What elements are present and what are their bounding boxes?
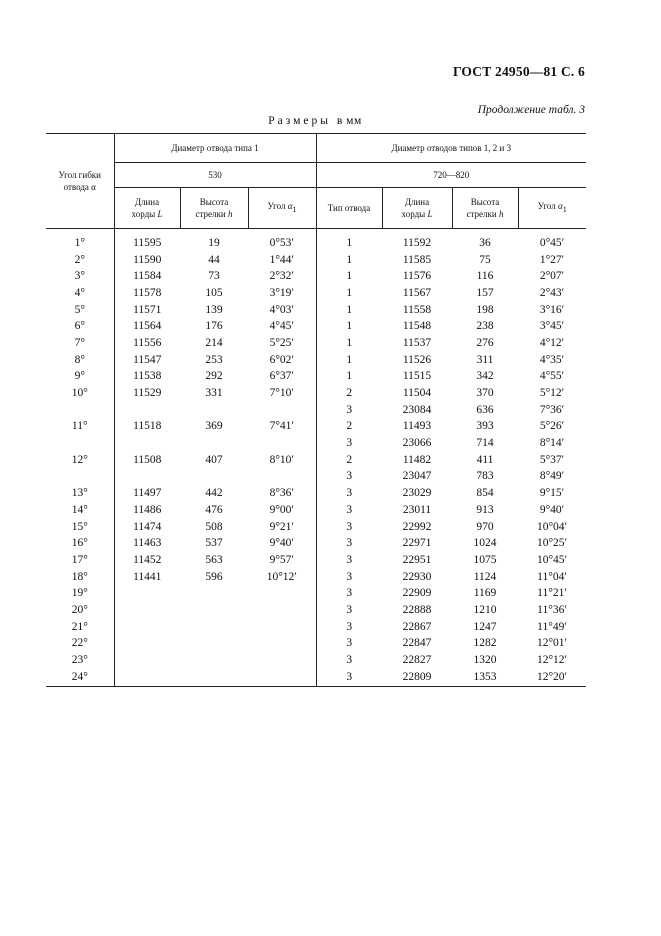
table-row xyxy=(46,502,586,519)
cell-height-1: 176 xyxy=(205,320,223,333)
cell-angle1-2: 8°14′ xyxy=(539,437,565,450)
cell-angle1-1: 6°02′ xyxy=(269,353,294,366)
cell-type: 1 xyxy=(316,285,382,302)
cell-type: 3 xyxy=(316,585,382,602)
cell-angle xyxy=(46,435,114,452)
cell-height-2: 370 xyxy=(476,387,494,400)
cell-height-2: 36 xyxy=(479,236,491,249)
cell-angle: 7° xyxy=(74,336,85,349)
cell-chord-2: 23011 xyxy=(402,503,432,516)
dimensions-unit: в мм xyxy=(336,115,362,127)
cell-chord-2: 23066 xyxy=(402,437,432,450)
cell-chord-2: 23029 xyxy=(402,487,432,500)
cell-chord-2: 22992 xyxy=(402,520,432,533)
dimensions-caption xyxy=(0,115,630,127)
cell-height-2: 1210 xyxy=(473,603,497,616)
cell-angle: 9° xyxy=(74,370,85,383)
cell-chord-2: 11592 xyxy=(402,236,432,249)
cell-angle: 24° xyxy=(46,669,114,686)
cell-height-2: 393 xyxy=(476,420,494,433)
cell-angle: 3° xyxy=(74,270,85,283)
cell-angle xyxy=(46,469,114,486)
table-row xyxy=(46,352,586,369)
cell-height-2: 1247 xyxy=(473,620,497,633)
cell-chord-1: 11547 xyxy=(114,352,180,369)
header-chord-length-1: Длина хорды L xyxy=(114,188,180,229)
cell-angle1-1: 9°57′ xyxy=(269,553,294,566)
cell-angle: 17° xyxy=(71,553,88,566)
cell-chord-2: 22951 xyxy=(402,553,432,566)
cell-height-1 xyxy=(180,469,248,486)
cell-chord-2: 22909 xyxy=(402,587,432,600)
header-group1: Диаметр отвода типа 1 xyxy=(114,134,316,163)
cell-type: 1 xyxy=(316,335,382,352)
cell-type: 3 xyxy=(316,519,382,536)
cell-angle: 10° xyxy=(71,387,88,400)
cell-chord-1: 11486 xyxy=(114,502,180,519)
cell-angle: 22° xyxy=(71,637,88,650)
cell-height-1: 563 xyxy=(205,553,223,566)
cell-angle1-1: 7°41′ xyxy=(269,420,294,433)
cell-height-2: 75 xyxy=(479,253,491,266)
cell-angle1-2: 9°40′ xyxy=(539,503,565,516)
header-group2-diameter: 720—820 xyxy=(316,163,586,188)
table-row xyxy=(46,636,586,653)
table-row xyxy=(46,585,586,602)
cell-type: 1 xyxy=(316,352,382,369)
cell-height-2: 1075 xyxy=(473,553,497,566)
cell-chord-1: 11556 xyxy=(114,335,180,352)
cell-angle1-2: 4°12′ xyxy=(539,336,565,349)
cell-type: 2 xyxy=(316,419,382,436)
cell-height-2: 157 xyxy=(476,286,494,299)
cell-height-2: 970 xyxy=(476,520,494,533)
cell-type: 2 xyxy=(316,385,382,402)
cell-height-1: 508 xyxy=(205,520,223,533)
cell-chord-1: 11538 xyxy=(114,369,180,386)
cell-type: 3 xyxy=(316,485,382,502)
cell-angle1-2: 4°35′ xyxy=(539,353,565,366)
cell-type: 3 xyxy=(316,502,382,519)
cell-angle1-1: 3°19′ xyxy=(269,286,294,299)
cell-chord-1 xyxy=(114,619,180,636)
cell-chord-2: 11493 xyxy=(402,420,432,433)
cell-chord-2: 11576 xyxy=(402,270,432,283)
cell-angle1-2: 12°20′ xyxy=(518,669,586,686)
cell-height-1 xyxy=(180,619,248,636)
header-chord-length-2: Длина хорды L xyxy=(382,188,452,229)
cell-angle1-1: 10°12′ xyxy=(266,570,297,583)
cell-height-2: 411 xyxy=(476,453,494,466)
cell-angle: 11° xyxy=(71,420,88,433)
cell-type: 2 xyxy=(316,452,382,469)
cell-chord-1: 11508 xyxy=(114,452,180,469)
cell-type: 3 xyxy=(316,602,382,619)
cell-chord-2: 23047 xyxy=(402,470,432,483)
cell-height-1: 596 xyxy=(205,570,223,583)
cell-height-2: 1353 xyxy=(452,669,518,686)
header-angle-2: Угол $\alpha_1$ xyxy=(518,188,586,229)
cell-type: 1 xyxy=(316,229,382,252)
document-header: ГОСТ 24950—81 С. 6 xyxy=(452,64,585,79)
cell-angle: 18° xyxy=(71,570,88,583)
cell-chord-1 xyxy=(114,435,180,452)
cell-angle: 12° xyxy=(71,453,88,466)
cell-height-1: 44 xyxy=(208,253,220,266)
cell-type: 3 xyxy=(316,535,382,552)
cell-chord-1 xyxy=(114,636,180,653)
cell-chord-1: 11497 xyxy=(114,485,180,502)
cell-angle1-1 xyxy=(248,585,316,602)
cell-angle1-1: 4°03′ xyxy=(269,303,294,316)
cell-height-1 xyxy=(180,652,248,669)
header-bend-angle: Угол гибки отвода α xyxy=(46,134,114,229)
table-row xyxy=(46,318,586,335)
table-row xyxy=(46,535,586,552)
cell-chord-1 xyxy=(114,652,180,669)
table-row xyxy=(46,519,586,536)
cell-angle1-2: 5°37′ xyxy=(539,453,565,466)
table-row xyxy=(46,419,586,436)
cell-type: 1 xyxy=(316,369,382,386)
cell-type: 1 xyxy=(316,302,382,319)
cell-chord-1 xyxy=(114,602,180,619)
cell-angle1-1 xyxy=(248,602,316,619)
cell-angle1-2: 11°36′ xyxy=(537,603,567,616)
cell-chord-2: 11537 xyxy=(402,336,432,349)
cell-type: 3 xyxy=(316,636,382,653)
cell-chord-2: 11482 xyxy=(402,453,432,466)
cell-chord-2: 11515 xyxy=(402,370,432,383)
cell-height-1: 476 xyxy=(205,503,223,516)
cell-type: 3 xyxy=(316,569,382,586)
cell-chord-1: 11529 xyxy=(114,385,180,402)
cell-angle1-1: 0°53′ xyxy=(269,236,294,249)
cell-chord-1: 11571 xyxy=(114,302,180,319)
cell-height-1: 369 xyxy=(205,420,223,433)
cell-angle: 6° xyxy=(74,320,85,333)
table-row xyxy=(46,335,586,352)
cell-type: 1 xyxy=(316,268,382,285)
cell-angle1-2: 10°04′ xyxy=(536,520,568,533)
cell-angle1-1: 1°44′ xyxy=(269,253,294,266)
cell-type: 3 xyxy=(316,552,382,569)
cell-angle: 23° xyxy=(71,654,88,667)
cell-chord-2: 22809 xyxy=(382,669,452,686)
cell-angle1-1 xyxy=(248,435,316,452)
cell-height-1: 19 xyxy=(208,236,220,249)
cell-angle1-2: 11°21′ xyxy=(537,587,567,600)
cell-chord-1 xyxy=(114,402,180,419)
table-row xyxy=(46,285,586,302)
cell-angle1-2: 3°16′ xyxy=(539,303,565,316)
table-row xyxy=(46,602,586,619)
cell-angle1-2: 3°45′ xyxy=(539,320,565,333)
cell-height-2: 1024 xyxy=(473,537,497,550)
cell-chord-1: 11463 xyxy=(114,535,180,552)
cell-height-2: 276 xyxy=(476,336,494,349)
table-row xyxy=(46,652,586,669)
cell-angle1-1: 9°00′ xyxy=(269,503,294,516)
cell-height-1: 214 xyxy=(205,336,223,349)
cell-chord-1: 11474 xyxy=(114,519,180,536)
cell-angle1-1: 9°21′ xyxy=(269,520,294,533)
cell-angle1-2: 5°26′ xyxy=(539,420,565,433)
cell-height-1: 442 xyxy=(205,487,223,500)
cell-angle1-2: 2°07′ xyxy=(539,270,565,283)
cell-height-2: 342 xyxy=(476,370,494,383)
cell-chord-2: 23084 xyxy=(402,403,432,416)
cell-height-1: 537 xyxy=(205,537,223,550)
cell-height-2: 1169 xyxy=(473,587,497,600)
cell-angle: 14° xyxy=(71,503,88,516)
cell-angle1-1 xyxy=(248,402,316,419)
cell-chord-2: 22888 xyxy=(402,603,432,616)
table-row xyxy=(46,302,586,319)
cell-angle: 19° xyxy=(71,587,88,600)
cell-angle1-1: 4°45′ xyxy=(269,320,294,333)
table-row xyxy=(46,452,586,469)
cell-angle1-2: 8°49′ xyxy=(539,470,565,483)
cell-type: 3 xyxy=(316,652,382,669)
table-row xyxy=(46,669,586,686)
cell-height-2: 1124 xyxy=(473,570,497,583)
table-row xyxy=(46,252,586,269)
cell-angle1-2: 0°45′ xyxy=(539,236,565,249)
cell-angle1-1: 6°37′ xyxy=(269,370,294,383)
cell-type: 3 xyxy=(316,435,382,452)
cell-height-2: 854 xyxy=(476,487,494,500)
header-arrow-height-1: Высота стрелки h xyxy=(180,188,248,229)
cell-angle1-2: 12°12′ xyxy=(536,654,568,667)
cell-angle1-1 xyxy=(248,636,316,653)
cell-chord-2: 22971 xyxy=(402,537,432,550)
cell-angle1-2: 4°55′ xyxy=(539,370,565,383)
cell-chord-2: 11558 xyxy=(402,303,432,316)
cell-angle xyxy=(46,402,114,419)
table-row xyxy=(46,469,586,486)
cell-angle1-2: 11°49′ xyxy=(537,620,567,633)
header-angle-1: Угол $\alpha_1$ xyxy=(248,188,316,229)
cell-chord-2: 11526 xyxy=(402,353,432,366)
cell-height-1: 331 xyxy=(205,387,223,400)
cell-height-1 xyxy=(180,636,248,653)
cell-chord-1 xyxy=(114,585,180,602)
cell-angle1-2: 1°27′ xyxy=(539,253,565,266)
cell-chord-1: 11441 xyxy=(114,569,180,586)
cell-angle1-1: 8°36′ xyxy=(269,487,294,500)
cell-angle1-2: 9°15′ xyxy=(539,487,565,500)
cell-angle1-1: 8°10′ xyxy=(269,453,294,466)
header-group2: Диаметр отводов типов 1, 2 и 3 xyxy=(316,134,586,163)
header-arrow-height-2: Высота стрелки h xyxy=(452,188,518,229)
cell-chord-1: 11578 xyxy=(114,285,180,302)
cell-angle1-1 xyxy=(248,469,316,486)
cell-angle1-1 xyxy=(248,619,316,636)
cell-height-2: 1320 xyxy=(473,654,497,667)
table-row xyxy=(46,369,586,386)
cell-type: 3 xyxy=(316,669,382,686)
cell-angle: 15° xyxy=(71,520,88,533)
cell-height-2: 783 xyxy=(476,470,494,483)
table-row xyxy=(46,552,586,569)
cell-angle1-1: 9°40′ xyxy=(269,537,294,550)
table-row xyxy=(46,569,586,586)
cell-height-2: 311 xyxy=(476,353,494,366)
table-body xyxy=(46,229,586,687)
cell-height-1 xyxy=(180,585,248,602)
header-group1-diameter: 530 xyxy=(114,163,316,188)
cell-chord-1: 11595 xyxy=(114,229,180,252)
cell-height-1 xyxy=(180,402,248,419)
cell-type: 3 xyxy=(316,619,382,636)
cell-height-1: 407 xyxy=(205,453,223,466)
cell-angle1-1 xyxy=(248,652,316,669)
cell-angle1-1 xyxy=(248,669,316,686)
cell-height-2: 714 xyxy=(476,437,494,450)
cell-chord-1: 11584 xyxy=(114,268,180,285)
table-row xyxy=(46,229,586,252)
dimensions-label: Размеры xyxy=(268,115,331,127)
cell-chord-1: 11452 xyxy=(114,552,180,569)
cell-angle: 4° xyxy=(74,286,85,299)
cell-angle: 21° xyxy=(71,620,88,633)
cell-angle: 8° xyxy=(74,353,85,366)
cell-height-2: 116 xyxy=(476,270,494,283)
cell-angle1-1: 2°32′ xyxy=(269,270,294,283)
cell-chord-1 xyxy=(114,469,180,486)
cell-angle1-2: 2°43′ xyxy=(539,286,565,299)
table-row xyxy=(46,268,586,285)
cell-angle1-2: 11°04′ xyxy=(537,570,567,583)
cell-height-2: 636 xyxy=(476,403,494,416)
cell-angle1-2: 10°45′ xyxy=(536,553,568,566)
cell-type: 1 xyxy=(316,318,382,335)
cell-height-2: 198 xyxy=(476,303,494,316)
table-row xyxy=(46,619,586,636)
cell-angle: 5° xyxy=(74,303,85,316)
cell-height-1: 139 xyxy=(205,303,223,316)
cell-angle1-2: 10°25′ xyxy=(536,537,568,550)
cell-height-1 xyxy=(180,435,248,452)
cell-angle1-2: 12°01′ xyxy=(536,637,568,650)
cell-chord-2: 11585 xyxy=(402,253,432,266)
cell-height-2: 238 xyxy=(476,320,494,333)
cell-chord-1: 11564 xyxy=(114,318,180,335)
cell-type: 3 xyxy=(316,402,382,419)
table-row xyxy=(46,485,586,502)
cell-height-1: 292 xyxy=(205,370,223,383)
table-row xyxy=(46,435,586,452)
cell-chord-2: 22867 xyxy=(402,620,432,633)
cell-chord-2: 11504 xyxy=(402,387,432,400)
cell-angle: 20° xyxy=(71,603,88,616)
cell-angle: 16° xyxy=(71,537,88,550)
cell-chord-2: 11548 xyxy=(402,320,432,333)
cell-height-1: 105 xyxy=(205,286,223,299)
header-bend-type: Тип отвода xyxy=(316,188,382,229)
cell-chord-1: 11590 xyxy=(114,252,180,269)
cell-chord-1: 11518 xyxy=(114,419,180,436)
cell-angle: 1° xyxy=(74,236,85,249)
cell-chord-2: 22847 xyxy=(402,637,432,650)
table-row xyxy=(46,402,586,419)
dimensions-table xyxy=(46,133,586,687)
cell-type: 1 xyxy=(316,252,382,269)
cell-angle1-1: 7°10′ xyxy=(269,387,294,400)
cell-type: 3 xyxy=(316,469,382,486)
cell-chord-2: 22930 xyxy=(402,570,432,583)
cell-angle1-2: 5°12′ xyxy=(539,387,565,400)
cell-angle: 2° xyxy=(74,253,85,266)
cell-height-2: 1282 xyxy=(473,637,497,650)
cell-chord-2: 22827 xyxy=(402,654,432,667)
cell-angle: 13° xyxy=(71,487,88,500)
cell-height-1: 73 xyxy=(208,270,220,283)
table-row xyxy=(46,385,586,402)
cell-height-1 xyxy=(180,602,248,619)
cell-chord-1 xyxy=(114,669,180,686)
cell-chord-2: 11567 xyxy=(402,286,432,299)
table-continuation-note: Продолжение табл. 3 xyxy=(477,104,585,116)
cell-height-1 xyxy=(180,669,248,686)
cell-angle1-1: 5°25′ xyxy=(269,336,294,349)
cell-height-1: 253 xyxy=(205,353,223,366)
cell-angle1-2: 7°36′ xyxy=(539,403,565,416)
cell-height-2: 913 xyxy=(476,503,494,516)
